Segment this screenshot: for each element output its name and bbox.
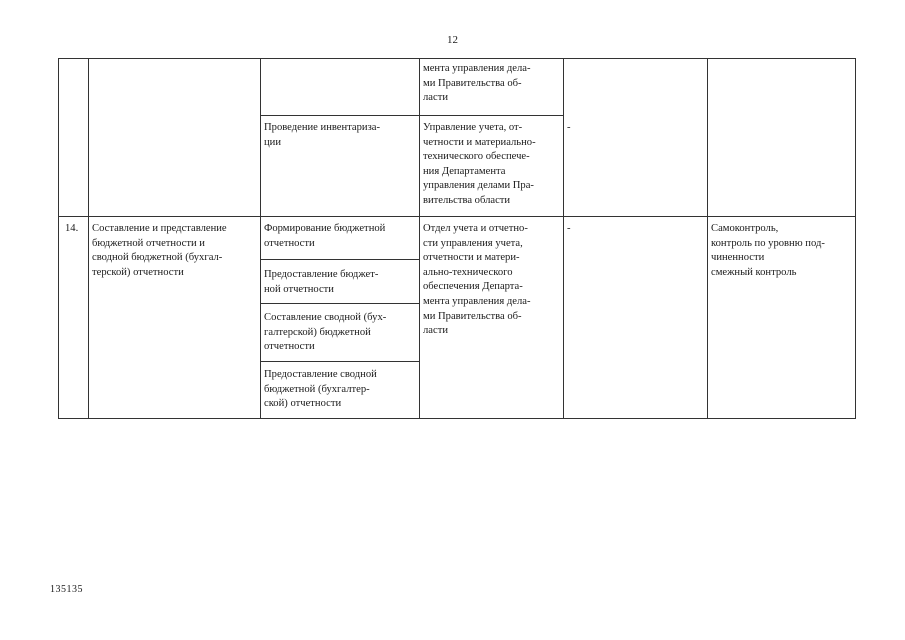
column-border: [563, 58, 564, 419]
table-top-border: [58, 58, 856, 59]
action-cell-inventory: Проведение инвентариза- ции: [264, 122, 381, 148]
process-cell: Составление и представление бюджетной отчетности и сводной бюджетной (бухгал- терской) отчетности: [92, 223, 227, 278]
column-border: [260, 58, 261, 419]
row-divider: [260, 115, 563, 116]
action-cell-consolidated-submission: Предоставление сводной бюджетной (бухгалтер- ской) отчетности: [264, 369, 377, 410]
executor-cell-inventory: Управление учета, от- четности и материально- технического обеспече- ния Департамента управления делами Пра- вительства области: [423, 122, 536, 206]
page-number: 12: [447, 34, 458, 46]
column-border: [58, 58, 59, 419]
control-cell: Самоконтроль, контроль по уровню под- чиненности смежный контроль: [711, 223, 825, 278]
column-border: [419, 58, 420, 419]
cell-divider: [260, 361, 419, 362]
column-border: [855, 58, 856, 419]
action-cell-submission: Предоставление бюджет- ной отчетности: [264, 269, 379, 295]
column-border: [88, 58, 89, 419]
action-cell-consolidation: Составление сводной (бух- галтерской) бюджетной отчетности: [264, 312, 387, 353]
action-cell-formation: Формирование бюджетной отчетности: [264, 223, 386, 249]
column-border: [707, 58, 708, 419]
dash-cell: -: [567, 223, 571, 234]
cell-divider: [260, 303, 419, 304]
table-bottom-border: [58, 418, 856, 419]
executor-cell-continued: мента управления дела- ми Правительства об- ласти: [423, 63, 531, 104]
document-code: 135135: [50, 584, 83, 595]
executor-cell-row-14: Отдел учета и отчетно- сти управления учета, отчетности и матери- ально-технического обеспечения Департа- мента управления дела- ми Правительства об- ласти: [423, 223, 531, 337]
cell-divider: [260, 259, 419, 260]
dash-cell: -: [567, 122, 571, 133]
row-divider: [58, 216, 856, 217]
row-number: 14.: [65, 223, 79, 234]
